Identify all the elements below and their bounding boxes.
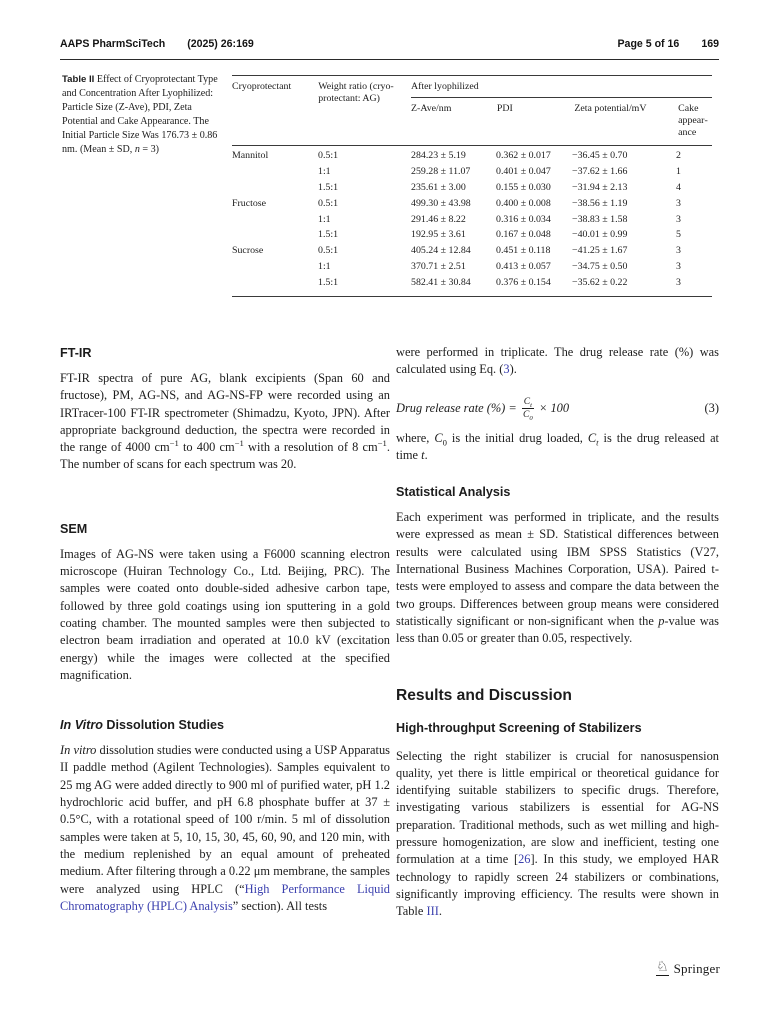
cell-zeta: −31.94 ± 2.13 — [572, 181, 628, 193]
text-segment: Dissolution Studies — [102, 718, 224, 733]
cell-cake: 4 — [676, 181, 681, 193]
cell-zave: 192.95 ± 3.61 — [411, 229, 466, 241]
col-header-after-lyophilized: After lyophilized — [411, 81, 712, 98]
cell-zeta: −34.75 ± 0.50 — [572, 261, 628, 273]
text-segment: is the drug released at time — [396, 430, 720, 462]
inline-text-link[interactable]: 3 — [503, 362, 510, 377]
text-segment: . — [438, 904, 442, 919]
cell-cake: 5 — [676, 229, 681, 241]
text-segment: −1 — [234, 438, 244, 449]
page-header — [60, 38, 719, 50]
inline-text-link[interactable]: III — [426, 904, 439, 919]
span-header-group — [411, 81, 712, 139]
text-segment: Selecting the right stabilizer is crucial for nanosuspension quality, yet there is little empirical or theoretical guidance for identifying suitable stabilizers to specific drugs. Therefore, investigating various stabilizers is essential for AG-NS preparation. Traditional methods, such as wet milling and high-pressure homogenization, are slow and inefficient, testing one formulation at a time [ — [396, 748, 719, 867]
cell-zave: 284.23 ± 5.19 — [411, 150, 466, 161]
col-header-cryoprotectant: Cryoprotectant — [232, 81, 292, 92]
cell-zeta: −38.83 ± 1.58 — [572, 213, 628, 225]
text-segment: -value was less than 0.05 or greater than 0.05, respectively. — [396, 613, 720, 646]
text-segment: Table II — [62, 74, 95, 85]
cell-ratio: 1:1 — [318, 261, 331, 273]
cell-pdi: 0.362 ± 0.017 — [496, 150, 551, 161]
text-segment: t — [596, 437, 599, 448]
inline-text-link[interactable]: 26 — [518, 852, 531, 867]
text-segment: C — [523, 409, 530, 420]
text-segment: Images of AG-NS were taken using a F6000 scanning electron microscope (Huiran Technology Co., Ltd. Beijing, PRC). The samples were coated onto double-sided adhesive carbon tape, followed by three gold coatings using ion sputtering in a gold coating chamber. The mounted samples were then subjected to electron beam irradiation and operated at 10.0 kV (excitation energy) while the images were collected at the specified magnification. — [60, 546, 390, 682]
text-segment: to 400 cm — [178, 440, 235, 455]
text-segment: 0 — [529, 414, 533, 422]
table-row — [232, 277, 712, 293]
paragraph-where — [396, 430, 719, 465]
paragraph-statistical — [396, 509, 719, 647]
text-segment: . The number of scans for each spectrum was 20. — [60, 440, 390, 472]
header-rule — [60, 59, 719, 60]
left-column — [60, 346, 390, 915]
table-row — [232, 229, 712, 245]
text-segment: n — [134, 144, 140, 155]
cell-cryoprotectant: Fructose — [232, 197, 267, 209]
equation-lhs: Drug release rate (%) = — [396, 400, 517, 415]
text-segment: ” section). All tests — [232, 898, 328, 913]
text-segment: C — [523, 396, 531, 407]
equation-fraction — [522, 397, 534, 420]
equation-rhs: × 100 — [538, 400, 570, 415]
text-segment: −1 — [169, 438, 179, 449]
cell-cryoprotectant: Mannitol — [232, 150, 269, 161]
text-segment: t — [530, 401, 532, 409]
text-segment: Effect of Cryoprotectant Type and Concentration After Lyophilized: Particle Size (Z-Ave), PDI, Zeta Potential and Cake Appearance. The Initial Particle Size Was 176.73 ± 0.86 nm. (Mean ± SD, — [62, 74, 218, 155]
text-segment: p — [658, 613, 665, 628]
cell-zeta: −40.01 ± 0.99 — [572, 229, 628, 241]
cell-zeta: −35.62 ± 0.22 — [572, 277, 628, 289]
equation-3 — [396, 397, 719, 420]
col-header-zeta: Zeta potential/mV — [574, 103, 647, 114]
fraction-numerator — [522, 397, 534, 409]
cell-ratio: 0.5:1 — [318, 150, 339, 161]
table-row — [232, 245, 712, 261]
text-segment: −1 — [377, 438, 387, 449]
paragraph-invitro — [60, 742, 390, 915]
cell-pdi: 0.155 ± 0.030 — [496, 181, 551, 193]
journal-name: AAPS PharmSciTech — [60, 38, 166, 50]
cell-cake: 3 — [676, 197, 681, 209]
text-segment: . — [424, 447, 428, 462]
cell-pdi: 0.400 ± 0.008 — [496, 197, 551, 209]
cell-pdi: 0.376 ± 0.154 — [496, 277, 551, 289]
cell-pdi: 0.413 ± 0.057 — [496, 261, 551, 273]
table-row — [232, 182, 712, 198]
text-segment: FT-IR spectra of pure AG, blank excipients (Span 60 and fructose), PM, AG-NS, and AG-NS-FP were recorded using an IRTracer-100 FT-IR spectrometer (Shimadzu, Kyoto, JPN). After appropriate background deduction, the spectra were recorded in the range of 4000 cm — [60, 371, 390, 455]
cell-cake: 1 — [676, 165, 681, 177]
publisher-footer — [656, 961, 720, 977]
text-segment: where, — [396, 430, 435, 445]
table-row — [232, 261, 712, 277]
cell-ratio: 1.5:1 — [318, 277, 339, 289]
text-segment: dissolution studies were conducted using a USP Apparatus II paddle method (Agilent Technologies). Samples equivalent to 25 mg AG were added directly to 900 ml of purified water, pH 1.2 hydrochloric acid buffer, and pH 6.8 phosphate buffer at 37 ± 0.5°C, with a rotational speed of 100 r/min. 5 ml of dissolution samples were taken at 5, 10, 15, 30, 45, 60, 90, and 120 min, with the medium replenished by an equal amount of preheated medium. After filtering through a 0.22 μm membrane, the samples were analyzed using HPLC (“ — [60, 743, 390, 896]
cell-ratio: 1:1 — [318, 165, 331, 177]
text-segment: t — [421, 447, 425, 462]
publisher-name: Springer — [673, 961, 720, 976]
cell-ratio: 0.5:1 — [318, 245, 339, 257]
cell-zave: 582.41 ± 30.84 — [411, 277, 471, 289]
table-header — [232, 76, 712, 146]
section-heading-screening: High-throughput Screening of Stabilizers — [396, 720, 642, 735]
cell-ratio: 0.5:1 — [318, 197, 339, 209]
cell-cryoprotectant: Sucrose — [232, 245, 264, 257]
cell-pdi: 0.167 ± 0.048 — [496, 229, 551, 241]
fraction-denominator — [523, 409, 533, 420]
article-number: 169 — [701, 38, 719, 50]
text-segment: C — [587, 430, 597, 445]
paragraph-screening — [396, 748, 719, 921]
cell-zave: 370.71 ± 2.51 — [411, 261, 466, 273]
cell-pdi: 0.451 ± 0.118 — [496, 245, 551, 257]
paragraph-ftir — [60, 370, 390, 474]
text-segment: In Vitro — [60, 718, 103, 733]
paragraph-continued — [396, 344, 719, 379]
cell-cake: 3 — [676, 213, 681, 225]
table-row — [232, 166, 712, 182]
cell-zave: 259.28 ± 11.07 — [411, 165, 471, 177]
text-segment: C — [434, 430, 443, 445]
table-row — [232, 150, 712, 166]
text-segment: = 3) — [139, 144, 160, 155]
section-heading-statistical: Statistical Analysis — [396, 485, 511, 500]
text-segment: were performed in triplicate. The drug release rate (%) was calculated using Eq. ( — [396, 345, 719, 377]
col-header-zave: Z-Ave/nm — [411, 103, 452, 114]
section-heading-results: Results and Discussion — [396, 686, 572, 704]
text-segment: ). — [509, 362, 517, 377]
springer-logo-icon: ♘ — [656, 959, 669, 975]
page-info: Page 5 of 16 — [617, 38, 680, 50]
cell-zave: 499.30 ± 43.98 — [411, 197, 471, 209]
equation-number: (3) — [704, 400, 719, 415]
section-heading-sem: SEM — [60, 521, 88, 536]
cell-cake: 2 — [676, 150, 681, 161]
right-column — [396, 344, 719, 921]
col-header-weight-ratio: Weight ratio (cryoprotectant: AG) — [318, 81, 394, 104]
cell-cake: 3 — [676, 261, 681, 273]
cell-zeta: −38.56 ± 1.19 — [572, 197, 628, 209]
text-segment: Each experiment was performed in triplicate, and the results were expressed as mean ± SD. Statistical differences between results were calculated using IBM SPSS Statistics (V27, International Business Machines Corporation, USA). Paired t-tests were employed to assess and compare the data between the two groups. Differences between group means were considered statistically significant or non-significant when the — [396, 510, 719, 628]
cell-pdi: 0.401 ± 0.047 — [496, 165, 551, 177]
text-segment: In vitro — [60, 743, 97, 758]
table-row — [232, 198, 712, 214]
table-row — [232, 214, 712, 230]
cell-cake: 3 — [676, 277, 681, 289]
cell-zave: 405.24 ± 12.84 — [411, 245, 471, 257]
text-segment: 0 — [442, 437, 447, 448]
inline-text-link[interactable]: High Performance Liquid Chromatography (HPLC) Analysis — [60, 881, 390, 913]
cell-zeta: −36.45 ± 0.70 — [572, 150, 628, 161]
cell-ratio: 1.5:1 — [318, 181, 339, 193]
section-heading-ftir: FT-IR — [60, 346, 92, 360]
col-header-cake: Cake appearance — [678, 103, 708, 138]
table-caption — [62, 73, 226, 157]
journal-issue: (2025) 26:169 — [187, 38, 254, 50]
cell-zave: 291.46 ± 8.22 — [411, 213, 466, 225]
section-heading-invitro — [60, 718, 390, 733]
text-segment: is the initial drug loaded, — [446, 430, 588, 445]
text-segment: with a resolution of 8 cm — [243, 440, 378, 455]
cell-zeta: −41.25 ± 1.67 — [572, 245, 628, 257]
col-header-pdi: PDI — [496, 103, 513, 114]
data-table — [232, 75, 712, 297]
cell-ratio: 1:1 — [318, 213, 331, 225]
cell-pdi: 0.316 ± 0.034 — [496, 213, 551, 225]
cell-zeta: −37.62 ± 1.66 — [572, 165, 628, 177]
text-segment: ]. In this study, we employed HAR technology to rapidly screen 24 stabilizers or combinations, significantly improving efficiency. The results were shown in Table — [396, 852, 719, 919]
cell-zave: 235.61 ± 3.00 — [411, 181, 466, 193]
cell-ratio: 1.5:1 — [318, 229, 339, 241]
table-body — [232, 146, 712, 297]
cell-cake: 3 — [676, 245, 681, 257]
paragraph-sem — [60, 546, 390, 684]
